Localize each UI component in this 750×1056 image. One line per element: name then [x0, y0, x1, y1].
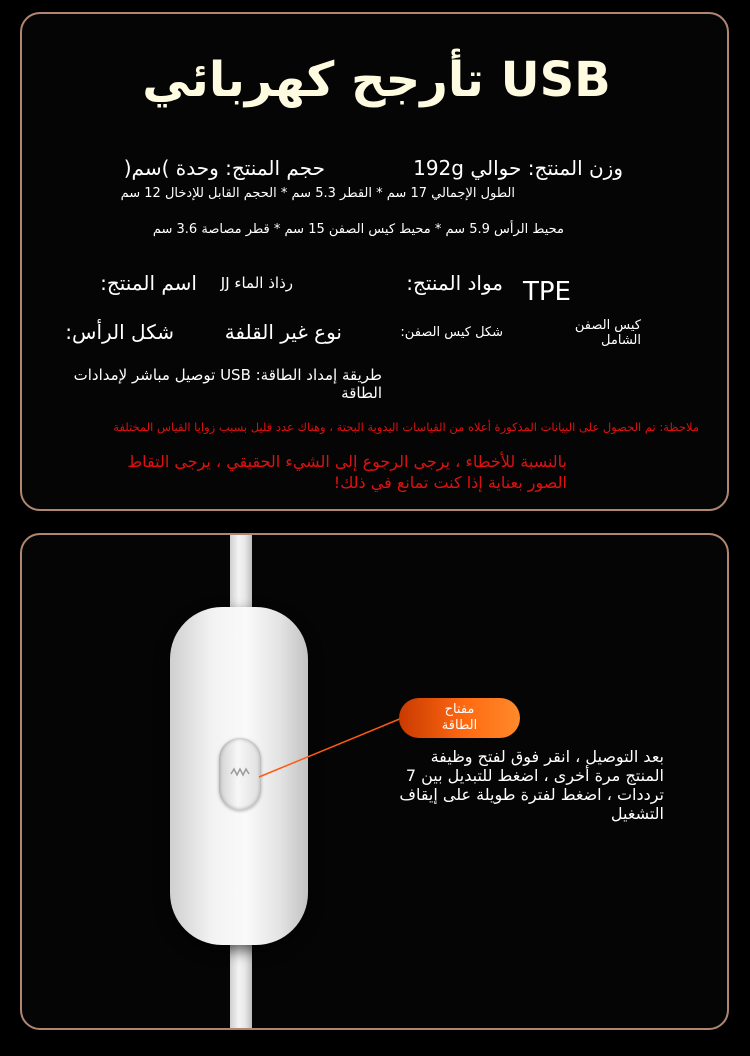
material-value: TPE — [523, 277, 571, 307]
scrotum-value-2: الشامل — [601, 333, 641, 348]
scrotum-value-1: كيس الصفن — [574, 318, 641, 333]
product-name-value: رذاذ الماء JJ — [220, 274, 293, 292]
page-title: USB تأرجح كهربائي — [142, 52, 611, 108]
usage-instructions: بعد التوصيل ، انقر فوق لفتح وظيفة المنتج مرة أخرى ، اضغط للتبديل بين 7 ترددات ، اضغط لفترة طويلة على إيقاف التشغيل — [399, 747, 664, 823]
head-value: نوع غير القلفة — [224, 320, 342, 344]
weight-text: وزن المنتج: حوالي 192g — [413, 156, 623, 180]
measurement-note: ملاحظة: تم الحصول على البيانات المذكورة أعلاه من القياسات اليدوية البحتة ، وهناك عدد قليل بسبب زوايا القياس المختلفة — [113, 420, 699, 434]
head-label: شكل الرأس: — [65, 320, 174, 344]
dimensions-line-2: محيط الرأس 5.9 سم * محيط كيس الصفن 15 سم * قطر مصاصة 3.6 سم — [152, 222, 564, 237]
size-label: حجم المنتج: وحدة )سم( — [123, 156, 325, 180]
product-panel — [20, 533, 729, 1030]
scrotum-label: شكل كيس الصفن: — [400, 325, 503, 340]
dimensions-line-1: الطول الإجمالي 17 سم * القطر 5.3 سم * الحجم القابل للإدخال 12 سم — [120, 186, 515, 201]
power-switch-badge — [399, 698, 520, 738]
power-supply-line-2: الطاقة — [341, 384, 382, 402]
badge-line-1: مفتاح — [444, 702, 475, 717]
power-supply-line-1: طريقة إمداد الطاقة: USB توصيل مباشر لإمدادات — [73, 366, 382, 384]
material-label: مواد المنتج: — [406, 271, 503, 295]
error-note: بالنسبة للأخطاء ، يرجى الرجوع إلى الشيء الحقيقي ، يرجى التقاط الصور بعناية إذا كنت تمانع في ذلك! — [127, 452, 567, 492]
specs-panel — [20, 12, 729, 511]
badge-line-2: الطاقة — [441, 718, 478, 733]
product-name-label: اسم المنتج: — [100, 271, 197, 295]
wave-icon — [230, 765, 250, 779]
